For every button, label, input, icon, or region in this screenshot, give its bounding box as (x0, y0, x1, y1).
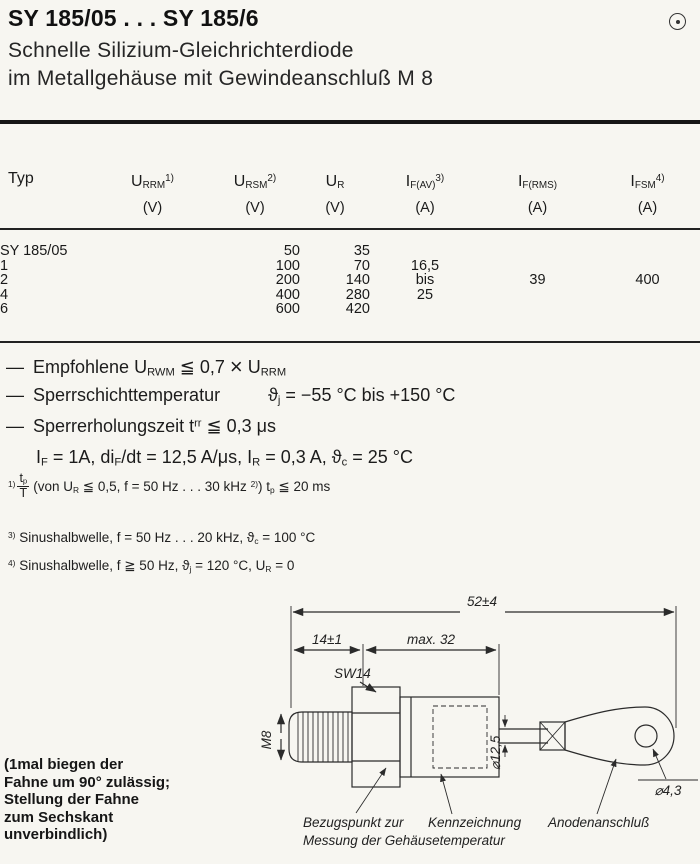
col-header-ifav: IF(AV)$^{3)}$ (A) (370, 156, 480, 229)
col-header-ifsm: IFSM$^{4)}$ (A) (595, 156, 700, 229)
case-body (400, 697, 499, 777)
note-junction-temperature: — Sperrschichttemperatur ϑj = −55 °C bis +150 °C (6, 385, 456, 407)
col-header-ifrms: IF(RMS) (A) (480, 156, 595, 229)
terminal-hole (635, 725, 657, 747)
label-kennzeichnung: Kennzeichnung (428, 815, 522, 830)
col-header-ur: UR (V) (300, 156, 370, 229)
col-header-ursm: URSM$^{2)}$ (V) (210, 156, 300, 229)
note-recovery-conditions: IF = 1A, diF/dt = 12,5 A/μs, IR = 0,3 A, ϑc = 25 °C (36, 447, 413, 469)
note-recommended-urwm: — Empfohlene URWM ≦ 0,7 × URRM (6, 354, 287, 379)
table-row: 4 400 280 25 (0, 286, 434, 303)
col-header-urrm: URRM$^{1)}$ (V) (95, 156, 210, 229)
footnote-4: $^{4)}$ Sinushalbwelle, f ≧ 50 Hz, ϑj = 120 °C, UR = 0 (8, 558, 295, 574)
label-sw14: SW14 (334, 666, 371, 681)
note-reverse-recovery: — Sperrerholungszeit $t^{rr}$ ≦ 0,3 μs (6, 416, 277, 436)
table-row: SY 185/05 50 35 (0, 243, 370, 260)
label-anodenanschluss: Anodenanschluß (548, 815, 650, 830)
hex-nut (352, 687, 400, 787)
subtitle-line1: Schnelle Silizium-Gleichrichterdiode (8, 39, 354, 62)
dim-52: 52±4 (467, 594, 497, 609)
table-row: 1 100 70 16,5 (0, 257, 440, 274)
dim-dia-4-3: ⌀4,3 (654, 783, 682, 798)
label-m8: M8 (259, 730, 274, 750)
col-header-typ: Typ (0, 156, 95, 229)
dim-dia-12-5: ⌀12,5 (488, 735, 503, 770)
subtitle-line2: im Metallgehäuse mit Gewindeanschluß M 8 (8, 67, 434, 90)
side-note: (1mal biegen der Fahne um 90° zulässig; Stellung der Fahne zum Sechskant unverbindlich) (4, 756, 171, 843)
label-bezugspunkt-1: Bezugspunkt zur (303, 815, 404, 830)
footnote-1: $^{1)}$ $\frac{tp}{T}$ (von UR ≦ 0,5, f = 50 Hz . . . 30 kHz $^{2)}$) tp ≦ 20 ms (8, 471, 331, 501)
table-row: 2 200 140 bis 39 400 (0, 272, 660, 289)
table-row: 6 600 420 (0, 302, 700, 342)
flag-terminal (565, 707, 674, 765)
footnote-3: $^{3)}$ Sinushalbwelle, f = 50 Hz . . . 20 kHz, ϑc = 100 °C (8, 530, 316, 546)
page-title: SY 185/05 . . . SY 185/6 (8, 5, 259, 31)
dim-max32: max. 32 (406, 632, 456, 647)
label-bezugspunkt-2: Messung der Gehäusetemperatur (303, 833, 505, 848)
dim-14: 14±1 (312, 632, 342, 647)
